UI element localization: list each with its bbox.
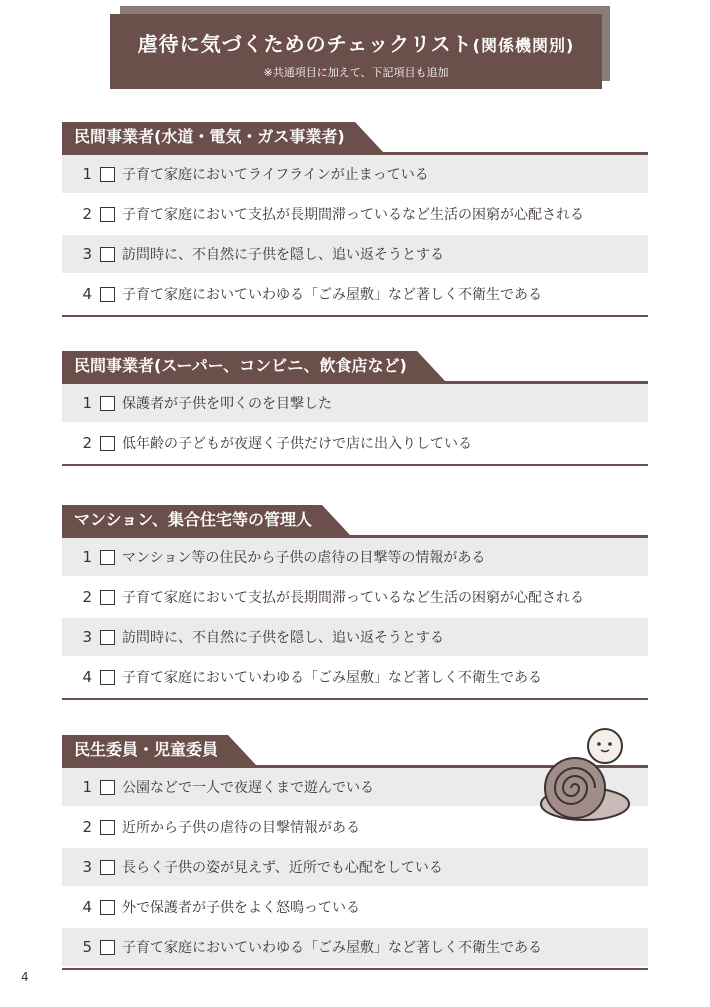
checklist-row	[62, 928, 648, 968]
item-number: 2	[82, 818, 92, 836]
section-retail-businesses	[62, 351, 648, 466]
item-text: 訪問時に、不自然に子供を隠し、追い返そうとする	[122, 630, 444, 646]
section-title: マンション、集合住宅等の管理人	[62, 505, 322, 535]
checkbox[interactable]	[100, 590, 115, 605]
checkbox[interactable]	[100, 630, 115, 645]
checklist-row	[62, 235, 648, 275]
item-number: 2	[82, 434, 92, 452]
checkbox[interactable]	[100, 820, 115, 835]
page-title	[110, 28, 602, 57]
item-text: マンション等の住民から子供の虐待の目撃等の情報がある	[122, 550, 486, 566]
item-text: 子育て家庭においてライフラインが止まっている	[122, 167, 429, 183]
item-text: 子育て家庭においていわゆる「ごみ屋敷」など著しく不衛生である	[122, 940, 542, 956]
item-number: 4	[82, 668, 92, 686]
section-end-rule	[62, 698, 648, 700]
item-number: 4	[82, 898, 92, 916]
checklist-row	[62, 658, 648, 698]
section-title: 民間事業者(水道・電気・ガス事業者)	[62, 122, 355, 152]
item-number: 1	[82, 548, 92, 566]
section-end-rule	[62, 968, 648, 970]
checklist-row	[62, 538, 648, 578]
item-text: 保護者が子供を叩くのを目撃した	[122, 396, 332, 412]
item-number: 2	[82, 588, 92, 606]
section-utility-providers	[62, 122, 648, 317]
checkbox[interactable]	[100, 860, 115, 875]
section-end-rule	[62, 464, 648, 466]
section-end-rule	[62, 315, 648, 317]
item-text: 長らく子供の姿が見えず、近所でも心配をしている	[122, 860, 443, 876]
page-number: 4	[21, 970, 29, 984]
checkbox[interactable]	[100, 900, 115, 915]
checkbox[interactable]	[100, 940, 115, 955]
section-building-managers	[62, 505, 648, 700]
item-number: 4	[82, 285, 92, 303]
checkbox[interactable]	[100, 670, 115, 685]
title-suffix: (関係機関別)	[472, 36, 575, 55]
checkbox[interactable]	[100, 287, 115, 302]
header-note: ※共通項目に加えて、下記項目も追加	[263, 66, 449, 79]
item-text: 低年齢の子どもが夜遅く子供だけで店に出入りしている	[122, 436, 472, 452]
snail-mascot-icon	[535, 722, 630, 822]
section-title: 民間事業者(スーパー、コンビニ、飲食店など)	[62, 351, 417, 381]
item-text: 公園などで一人で夜遅くまで遊んでいる	[122, 780, 374, 796]
item-text: 子育て家庭においていわゆる「ごみ屋敷」など著しく不衛生である	[122, 287, 542, 303]
checkbox[interactable]	[100, 550, 115, 565]
item-number: 1	[82, 165, 92, 183]
checklist-row	[62, 195, 648, 235]
checkbox[interactable]	[100, 247, 115, 262]
checklist-row	[62, 424, 648, 464]
section-title: 民生委員・児童委員	[62, 735, 228, 765]
item-number: 1	[82, 778, 92, 796]
item-text: 子育て家庭において支払が長期間滞っているなど生活の困窮が心配される	[122, 590, 584, 606]
item-text: 外で保護者が子供をよく怒鳴っている	[122, 900, 360, 916]
checklist-row	[62, 578, 648, 618]
checkbox[interactable]	[100, 436, 115, 451]
checklist-row	[62, 155, 648, 195]
checklist-row	[62, 384, 648, 424]
item-text: 近所から子供の虐待の目撃情報がある	[122, 820, 360, 836]
item-number: 3	[82, 858, 92, 876]
checklist-row	[62, 888, 648, 928]
item-number: 5	[82, 938, 92, 956]
item-text: 子育て家庭において支払が長期間滞っているなど生活の困窮が心配される	[122, 207, 584, 223]
banner-main	[110, 14, 602, 89]
item-text: 子育て家庭においていわゆる「ごみ屋敷」など著しく不衛生である	[122, 670, 542, 686]
header-banner	[110, 6, 610, 89]
item-number: 3	[82, 628, 92, 646]
title-text: 虐待に気づくためのチェックリスト	[137, 32, 473, 56]
item-text: 訪問時に、不自然に子供を隠し、追い返そうとする	[122, 247, 444, 263]
checkbox[interactable]	[100, 780, 115, 795]
checkbox[interactable]	[100, 396, 115, 411]
checklist-row	[62, 848, 648, 888]
checklist-row	[62, 275, 648, 315]
checkbox[interactable]	[100, 207, 115, 222]
checklist-row	[62, 618, 648, 658]
item-number: 2	[82, 205, 92, 223]
checkbox[interactable]	[100, 167, 115, 182]
item-number: 3	[82, 245, 92, 263]
item-number: 1	[82, 394, 92, 412]
